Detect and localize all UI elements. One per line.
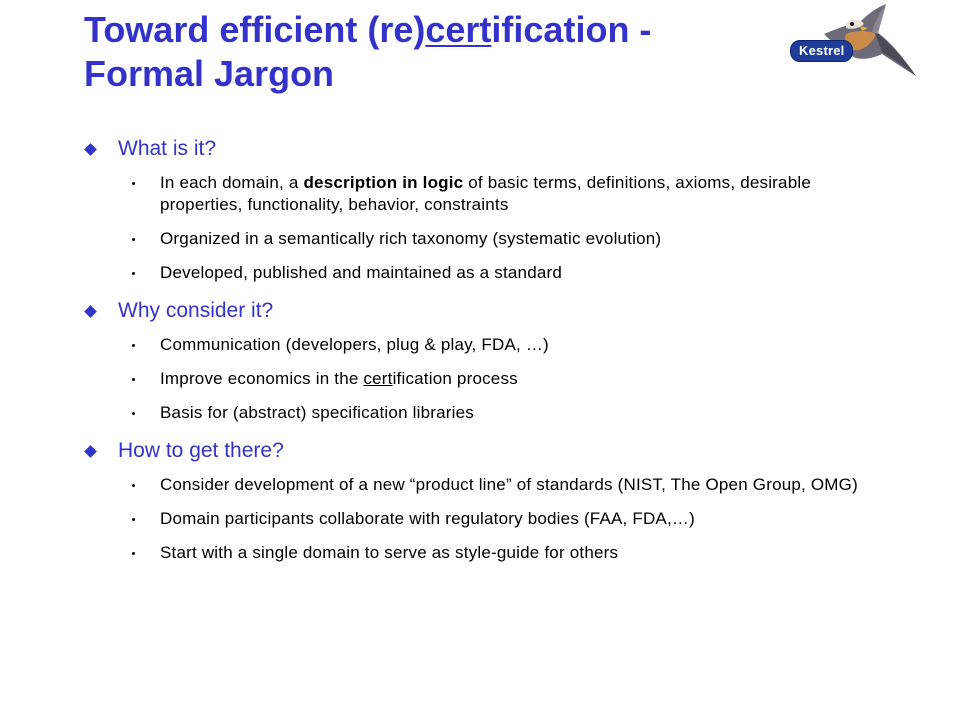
title-line-2: Formal Jargon	[84, 53, 335, 94]
diamond-bullet-icon	[84, 305, 97, 318]
bullet-item: Consider development of a new “product line” of standards (NIST, The Open Group, OMG)	[84, 474, 874, 496]
section-heading: Why consider it?	[84, 298, 874, 324]
kestrel-logo	[786, 0, 920, 82]
slide-body	[84, 136, 874, 576]
dot-bullet-icon	[132, 552, 135, 555]
title-underlined-cert: cert	[425, 9, 492, 50]
dot-bullet-icon	[132, 344, 135, 347]
section-what-is-it	[84, 136, 874, 284]
section-how-to-get-there	[84, 438, 874, 564]
dot-bullet-icon	[132, 412, 135, 415]
title-part-3: ification -	[491, 9, 652, 50]
section-heading: How to get there?	[84, 438, 874, 464]
dot-bullet-icon	[132, 378, 135, 381]
bullet-item: Developed, published and maintained as a standard	[84, 262, 874, 284]
diamond-bullet-icon	[84, 445, 97, 458]
bold-phrase: description in logic	[303, 173, 464, 192]
bullet-item: Communication (developers, plug & play, FDA, …)	[84, 334, 874, 356]
bullet-item: Basis for (abstract) specification libraries	[84, 402, 874, 424]
dot-bullet-icon	[132, 518, 135, 521]
bullet-item: Organized in a semantically rich taxonomy (systematic evolution)	[84, 228, 874, 250]
bullet-item: Improve economics in the certification process	[84, 368, 874, 390]
bullet-item: Domain participants collaborate with regulatory bodies (FAA, FDA,…)	[84, 508, 874, 530]
bullet-item: Start with a single domain to serve as style-guide for others	[84, 542, 874, 564]
section-why-consider-it	[84, 298, 874, 424]
dot-bullet-icon	[132, 272, 135, 275]
bullet-item: In each domain, a description in logic of basic terms, definitions, axioms, desirable properties, functionality, behavior, constraints	[84, 172, 874, 216]
underlined-cert: cert	[363, 369, 393, 388]
dot-bullet-icon	[132, 238, 135, 241]
title-part-1: Toward efficient (re)	[84, 9, 426, 50]
dot-bullet-icon	[132, 484, 135, 487]
section-heading: What is it?	[84, 136, 874, 162]
diamond-bullet-icon	[84, 143, 97, 156]
slide-title	[84, 8, 784, 96]
kestrel-badge: Kestrel	[790, 40, 853, 62]
dot-bullet-icon	[132, 182, 135, 185]
